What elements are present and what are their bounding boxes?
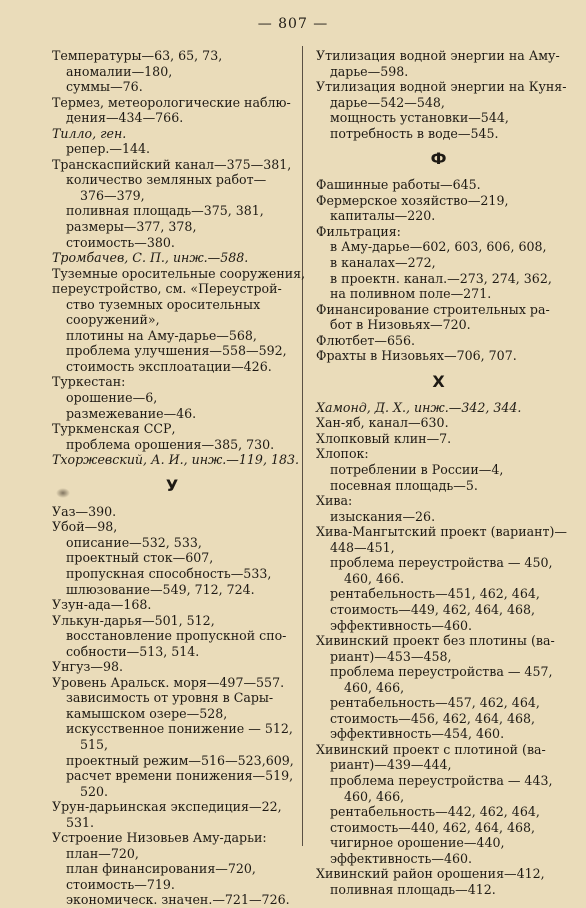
ink-blot <box>56 488 70 498</box>
index-entry: Утилизация водной энергии на Аму- <box>316 48 560 63</box>
index-entry: Фермерское хозяйство—219, <box>316 192 509 208</box>
index-subentry: дарье—598. <box>330 63 409 79</box>
index-subentry: количество земляных работ— <box>66 172 267 188</box>
index-subentry: суммы—76. <box>66 79 143 95</box>
right-index-column <box>316 48 567 897</box>
index-subentry: искусственное понижение — 512, <box>66 721 293 737</box>
index-subentry: дарье—542—548, <box>330 94 445 110</box>
index-entry: Хивинский проект с плотиной (ва- <box>316 741 546 757</box>
index-subentry: риант)—453—458, <box>330 648 452 664</box>
index-subentry: собности—513, 514. <box>66 643 200 659</box>
index-entry: Хива: <box>316 493 353 509</box>
index-subentry: проблема переустройства — 443, <box>330 772 553 788</box>
index-subentry: размежевание—46. <box>66 405 197 421</box>
index-entry: Хан-яб, канал—630. <box>316 415 449 431</box>
index-subentry: 448—451, <box>330 539 395 555</box>
index-subentry: стоимость эксплоатации—426. <box>66 358 272 374</box>
index-entry: Фрахты в Низовьях—706, 707. <box>316 348 517 364</box>
index-subentry: 531. <box>66 814 95 830</box>
index-entry: Туркестан: <box>52 374 126 390</box>
index-entry: Флютбет—656. <box>316 332 416 348</box>
index-entry: переустройство, см. «Переустрой- <box>52 281 282 297</box>
index-subentry: описание—532, 533, <box>66 534 202 550</box>
index-subentry: проектный сток—607, <box>66 550 214 566</box>
index-subentry: на поливном поле—271. <box>330 286 492 302</box>
index-entry: Туземные оросительные сооружения, <box>52 265 306 281</box>
index-subentry: рентабельность—451, 462, 464, <box>330 586 540 602</box>
index-subentry: ство туземных оросительных <box>66 296 261 312</box>
index-subentry: репер.—144. <box>66 141 151 157</box>
index-subentry: орошение—6, <box>66 390 158 406</box>
index-subentry: потреблении в России—4, <box>330 462 504 478</box>
index-entry: Температуры—63, 65, 73, <box>52 48 223 63</box>
index-entry: Урун-дарьинская экспедиция—22, <box>52 799 282 815</box>
index-subentry: эффективность—454, 460. <box>330 726 505 742</box>
index-entry: Хивинский проект без плотины (ва- <box>316 633 555 649</box>
index-subentry: дения—434—766. <box>66 110 184 126</box>
index-subentry: поливная площадь—375, 381, <box>66 203 264 219</box>
index-subentry: эффективность—460. <box>330 617 473 633</box>
index-subentry: бот в Низовьях—720. <box>330 317 471 333</box>
index-entry: Транскаспийский канал—375—381, <box>52 156 292 172</box>
index-entry: Устроение Низовьев Аму-дарьи: <box>52 830 267 846</box>
index-entry: Уровень Аральск. моря—497—557. <box>52 674 285 690</box>
index-subentry: восстановление пропускной спо- <box>66 628 287 644</box>
index-entry: Туркменская ССР, <box>52 421 176 437</box>
index-subentry: камышском озере—528, <box>66 705 228 721</box>
index-subentry: капиталы—220. <box>330 208 436 224</box>
column-rule <box>302 46 303 846</box>
index-subentry: посевная площадь—5. <box>330 477 478 493</box>
index-subentry: проектный режим—516—523,609, <box>66 752 294 768</box>
index-entry: Термез, метеорологические наблю- <box>52 94 291 110</box>
index-subentry: 376—379, <box>80 187 145 203</box>
index-entry: Хлопковый клин—7. <box>316 430 452 446</box>
section-letter: У <box>165 475 179 495</box>
left-index-column <box>52 48 306 908</box>
index-subentry: зависимость от уровня в Сары- <box>66 690 274 706</box>
index-entry: Хлопок: <box>316 446 369 462</box>
page-number: — 807 — <box>257 16 329 32</box>
index-entry: Хива-Мангытский проект (вариант)— <box>316 524 567 540</box>
index-subentry: плотины на Аму-дарье—568, <box>66 327 257 343</box>
index-entry: Хивинский район орошения—412, <box>316 866 545 882</box>
index-subentry: поливная площадь—412. <box>330 881 496 897</box>
section-letter: Х <box>432 371 445 391</box>
index-entry: Хамонд, Д. Х., инж.—342, 344. <box>316 399 522 415</box>
index-subentry: потребность в воде—545. <box>330 125 499 141</box>
index-subentry: мощность установки—544, <box>330 110 509 126</box>
index-entry: Убой—98, <box>52 519 118 535</box>
index-subentry: план финансирования—720, <box>66 861 256 877</box>
index-subentry: стоимость—449, 462, 464, 468, <box>330 601 536 617</box>
index-entry: Улькун-дарья—501, 512, <box>52 612 215 628</box>
index-subentry: размеры—377, 378, <box>66 219 197 235</box>
index-subentry: стоимость—719. <box>66 876 175 892</box>
index-subentry: сооружений», <box>66 312 160 328</box>
index-entry: Финансирование строительных ра- <box>316 301 550 317</box>
index-entry: Узун-ада—168. <box>52 597 152 613</box>
index-subentry: 520. <box>80 783 109 799</box>
index-subentry: проблема переустройства — 457, <box>330 664 553 680</box>
index-entry: Унгуз—98. <box>52 659 123 675</box>
index-subentry: 515, <box>80 736 109 752</box>
index-subentry: пропускная способность—533, <box>66 565 272 581</box>
index-entry: Уаз—390. <box>52 503 117 519</box>
index-subentry: риант)—439—444, <box>330 757 452 773</box>
index-subentry: в каналах—272, <box>330 255 436 271</box>
index-subentry: 460, 466. <box>344 570 405 586</box>
index-entry: Утилизация водной энергии на Куня- <box>316 79 567 95</box>
index-subentry: шлюзование—549, 712, 724. <box>66 581 255 597</box>
section-letter: Ф <box>430 149 447 169</box>
index-subentry: экономическ. значен.—721—726. <box>66 892 290 908</box>
index-entry: Тилло, ген. <box>52 125 127 141</box>
index-subentry: 460, 466, <box>344 788 405 804</box>
index-entry: Фашинные работы—645. <box>316 177 481 193</box>
index-subentry: расчет времени понижения—519, <box>66 768 294 784</box>
index-subentry: в Аму-дарье—602, 603, 606, 608, <box>330 239 547 255</box>
index-subentry: стоимость—456, 462, 464, 468, <box>330 710 536 726</box>
index-subentry: чигирное орошение—440, <box>330 835 505 851</box>
index-subentry: проблема орошения—385, 730. <box>66 436 275 452</box>
index-subentry: эффективность—460. <box>330 850 473 866</box>
index-subentry: стоимость—380. <box>66 234 175 250</box>
index-subentry: рентабельность—442, 462, 464, <box>330 804 540 820</box>
index-subentry: изыскания—26. <box>330 508 436 524</box>
index-subentry: проблема улучшения—558—592, <box>66 343 287 359</box>
index-subentry: в проектн. канал.—273, 274, 362, <box>330 270 552 286</box>
index-subentry: аномалии—180, <box>66 63 173 79</box>
index-subentry: рентабельность—457, 462, 464, <box>330 695 540 711</box>
index-entry: Тхоржевский, А. И., инж.—119, 183. <box>52 452 299 468</box>
index-entry: Фильтрация: <box>316 223 401 239</box>
index-entry: Тромбачев, С. П., инж.—588. <box>52 250 249 266</box>
index-subentry: проблема переустройства — 450, <box>330 555 553 571</box>
index-subentry: стоимость—440, 462, 464, 468, <box>330 819 536 835</box>
index-subentry: 460, 466, <box>344 679 405 695</box>
index-subentry: план—720, <box>66 845 139 861</box>
